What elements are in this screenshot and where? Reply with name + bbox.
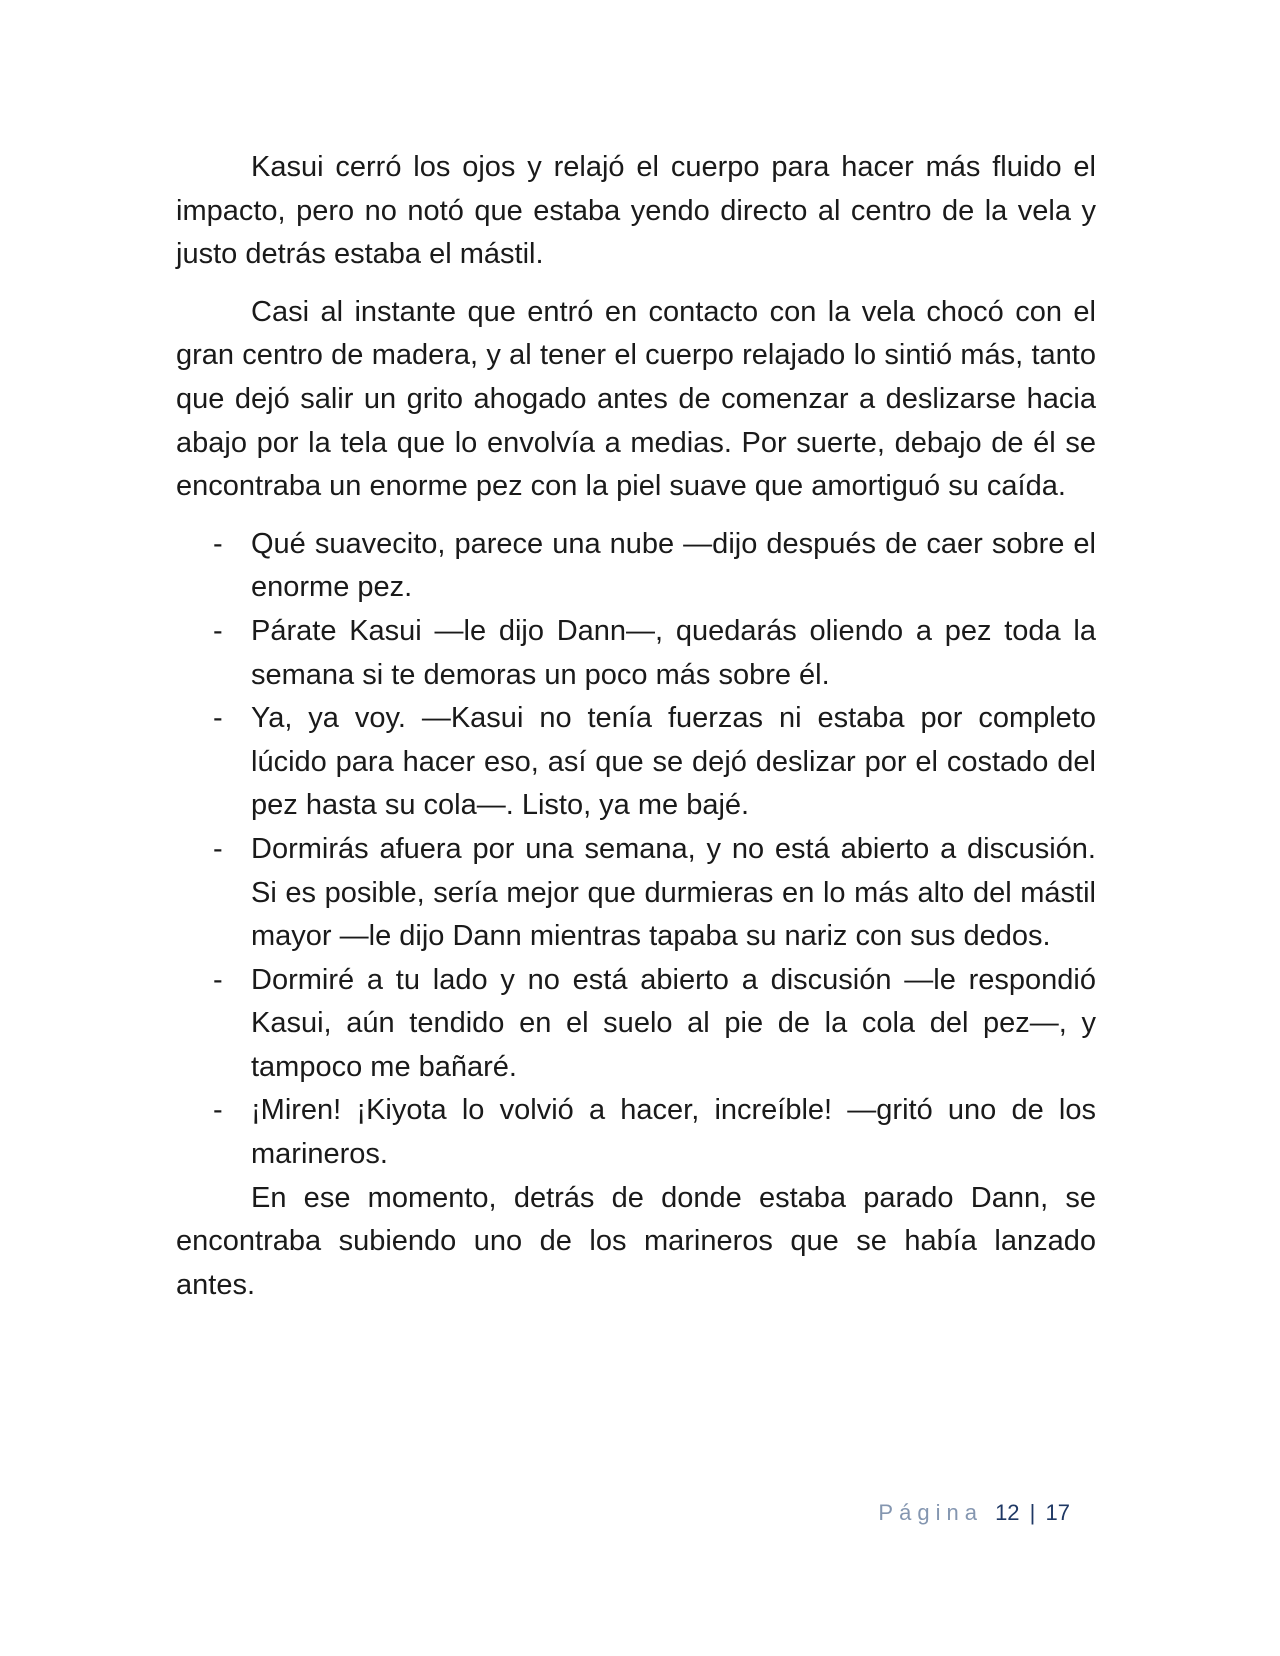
dialogue-text: Qué suavecito, parece una nube —dijo después de caer sobre el enorme pez. xyxy=(251,527,1096,604)
page-footer xyxy=(878,1500,1070,1526)
footer-current-page: 12 xyxy=(995,1500,1020,1525)
footer-separator: | xyxy=(1029,1500,1036,1525)
footer-page-label: Página xyxy=(878,1500,983,1525)
dialogue-dash: - xyxy=(213,832,223,865)
dialogue-text: Dormirás afuera por una semana, y no está abierto a discusión. Si es posible, sería mejor que durmieras en lo más alto del mástil mayor —le dijo Dann mientras tapaba su nariz con sus dedos. xyxy=(251,832,1096,953)
dialogue-text: Párate Kasui —le dijo Dann—, quedarás oliendo a pez toda la semana si te demoras un poco más sobre él. xyxy=(251,614,1096,691)
paragraph-2: Casi al instante que entró en contacto con la vela chocó con el gran centro de madera, y al tener el cuerpo relajado lo sintió más, tanto que dejó salir un grito ahogado antes de comenzar a deslizarse hacia abajo por la tela que lo envolvía a medias. Por suerte, debajo de él se encontraba un enorme pez con la piel suave que amortiguó su caída. xyxy=(176,295,1096,503)
paragraph-1: Kasui cerró los ojos y relajó el cuerpo para hacer más fluido el impacto, pero no notó que estaba yendo directo al centro de la vela y justo detrás estaba el mástil. xyxy=(176,151,1096,271)
dialogue-line xyxy=(176,959,1096,1090)
dialogue-text: Dormiré a tu lado y no está abierto a discusión —le respondió Kasui, aún tendido en el suelo al pie de la cola del pez—, y tampoco me bañaré. xyxy=(251,963,1096,1083)
footer-total-pages: 17 xyxy=(1045,1500,1070,1525)
dialogue-list xyxy=(176,523,1096,1177)
dialogue-line xyxy=(176,1089,1096,1176)
page-body xyxy=(176,146,1096,1307)
dialogue-line xyxy=(176,697,1096,828)
dialogue-text: ¡Miren! ¡Kiyota lo volvió a hacer, increíble! —gritó uno de los marineros. xyxy=(251,1094,1096,1171)
dialogue-dash: - xyxy=(213,1094,223,1127)
dialogue-line xyxy=(176,523,1096,610)
dialogue-dash: - xyxy=(213,614,223,647)
dialogue-dash: - xyxy=(213,963,223,996)
dialogue-line xyxy=(176,828,1096,959)
dialogue-dash: - xyxy=(213,527,223,560)
closing-paragraph: En ese momento, detrás de donde estaba parado Dann, se encontraba subiendo uno de los marineros que se había lanzado antes. xyxy=(176,1181,1096,1301)
dialogue-text: Ya, ya voy. —Kasui no tenía fuerzas ni estaba por completo lúcido para hacer eso, así que se dejó deslizar por el costado del pez hasta su cola—. Listo, ya me bajé. xyxy=(251,702,1096,822)
dialogue-line xyxy=(176,610,1096,697)
dialogue-dash: - xyxy=(213,702,223,735)
